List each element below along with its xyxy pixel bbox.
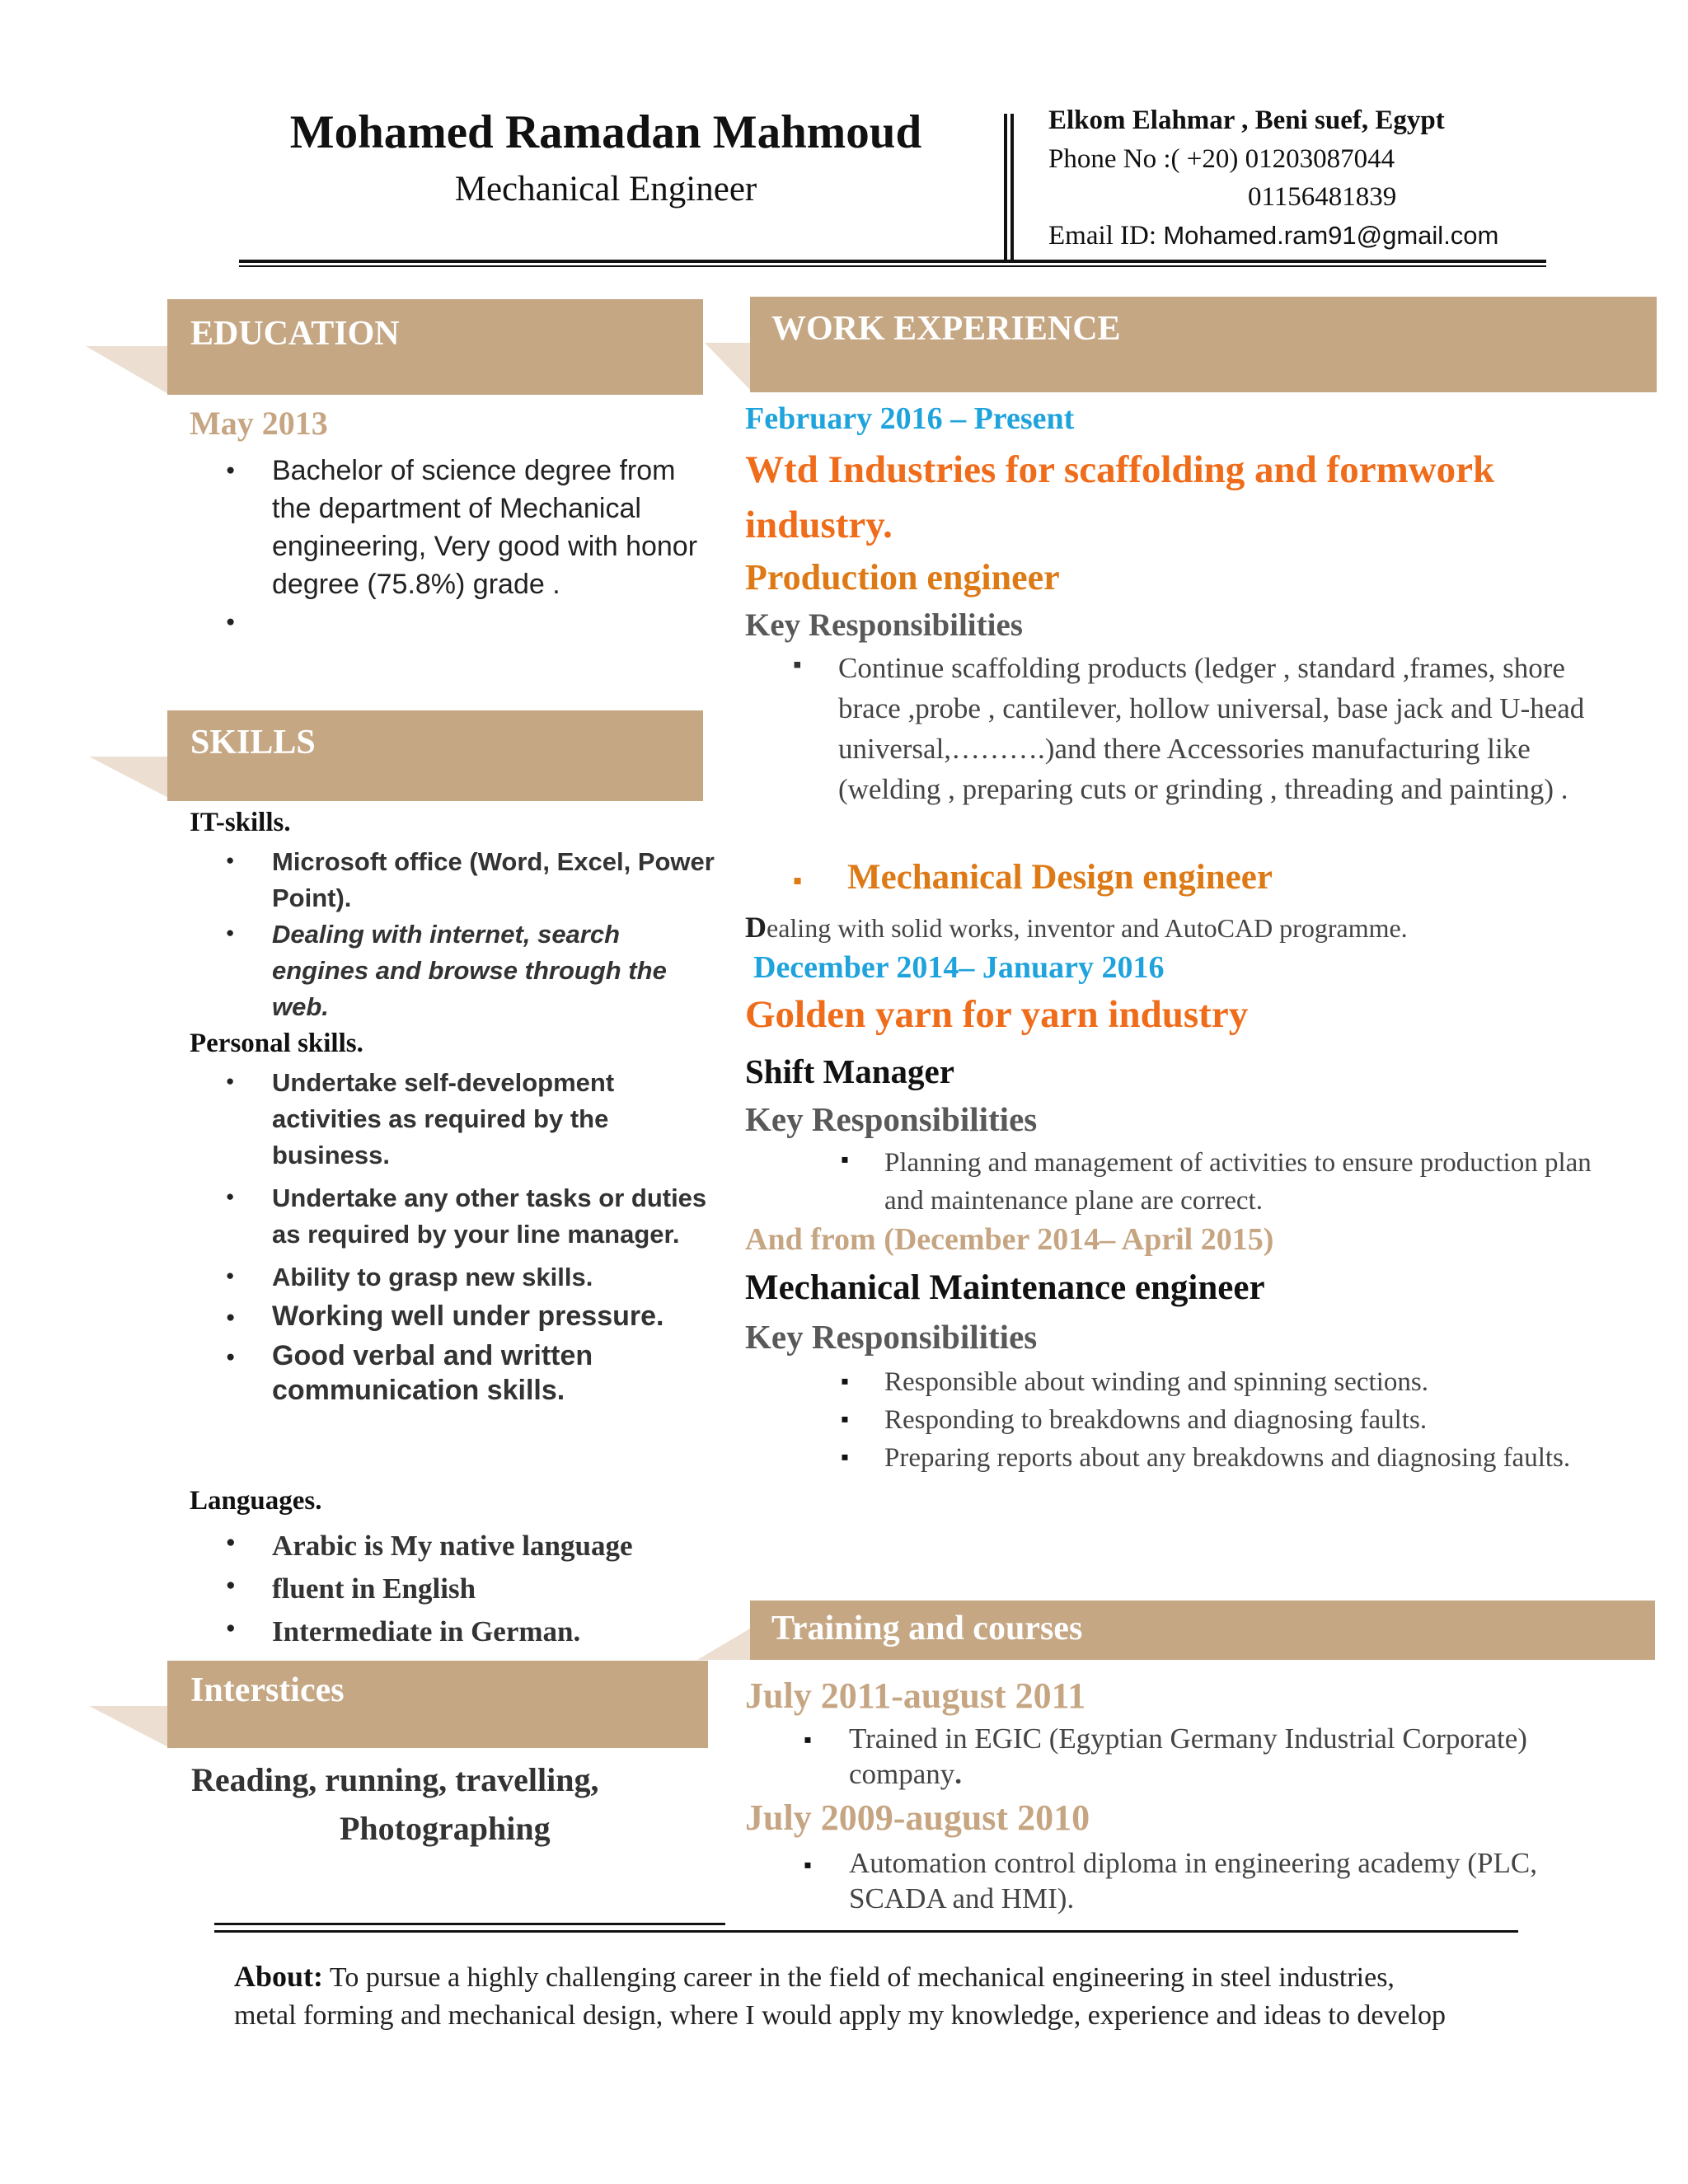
- contact-address: Elkom Elahmar , Beni suef, Egypt: [1048, 105, 1445, 135]
- job1-role2-text: ealing with solid works, inventor and AutoCAD programme.: [767, 913, 1408, 943]
- course2-date: July 2009-august 2010: [745, 1797, 1090, 1838]
- job2-resp-heading2: Key Responsibilities: [745, 1318, 1038, 1356]
- education-heading: EDUCATION: [167, 299, 703, 395]
- contact-phone-alt: 01156481839: [1248, 182, 1397, 212]
- course2-text: Automation control diploma in engineering academy (PLC,: [849, 1847, 1537, 1879]
- job1-role2-initial: D: [745, 911, 767, 944]
- course1-text: Trained in EGIC (Egyptian Germany Industrial Corporate): [849, 1722, 1527, 1755]
- contact-email-label: Email ID:: [1048, 221, 1157, 251]
- skills-bar-tab: [89, 757, 171, 799]
- job2-resp2-item: ▪ Responding to breakdowns and diagnosing faults.: [841, 1405, 1428, 1435]
- course1-date: July 2011-august 2011: [745, 1675, 1086, 1716]
- language-item: ● Arabic is My native language: [180, 1525, 734, 1568]
- job1-date: February 2016 – Present: [745, 401, 1075, 436]
- it-skills-list: [190, 844, 717, 1025]
- interests-line-1: Reading, running, travelling,: [191, 1761, 599, 1798]
- personal-skills-heading: Personal skills.: [190, 1029, 363, 1058]
- languages-list: [190, 1525, 734, 1653]
- job2-resp: Planning and management of activities to ensure production plan and maintenance plane are correct.: [884, 1148, 1592, 1216]
- skills-heading: SKILLS: [167, 710, 703, 801]
- education-bar-tab: [86, 346, 168, 394]
- interests-line-2: Photographing: [340, 1810, 551, 1847]
- course2-cont: SCADA and HMI).: [849, 1882, 1075, 1915]
- footer-rule-left: [214, 1923, 725, 1925]
- languages-heading: Languages.: [190, 1486, 322, 1516]
- work-bar-tab: [705, 343, 751, 391]
- education-item: ● Bachelor of science degree from the department of Mechanical engineering, Very good with honor degree (75.8%) grade .: [180, 452, 717, 603]
- work-heading: WORK EXPERIENCE: [750, 297, 1657, 392]
- interests-bar-tab: [89, 1706, 171, 1749]
- education-list: [190, 452, 717, 641]
- personal-skill-item: ● Undertake self-development activities as required by the business.: [180, 1065, 717, 1174]
- about-label: About:: [234, 1960, 324, 1993]
- footer-rule: [214, 1930, 1518, 1933]
- education-item-empty: [180, 603, 717, 641]
- course2-bullet: ▪: [804, 1853, 812, 1878]
- about-line-2: metal forming and mechanical design, where I would apply my knowledge, experience and ideas to develop: [234, 2000, 1447, 2031]
- personal-skill-item: ● Ability to grasp new skills.: [180, 1259, 717, 1296]
- interests-heading: Interstices: [167, 1661, 708, 1748]
- language-item: ● fluent in English: [180, 1568, 734, 1610]
- job1-role: Production engineer: [745, 557, 1060, 598]
- education-date: May 2013: [190, 405, 328, 442]
- job2-resp-heading: Key Responsibilities: [745, 1100, 1038, 1138]
- it-skills-heading: IT-skills.: [190, 808, 291, 837]
- about-text-1: To pursue a highly challenging career in the field of mechanical engineering in steel industries,: [329, 1962, 1395, 1993]
- it-skill-item: ● Dealing with internet, search engines and browse through the web.: [180, 916, 717, 1025]
- job1-resp-heading: Key Responsibilities: [745, 607, 1023, 643]
- about-line-1: [234, 1959, 1395, 1994]
- job2-resp2-item: ▪ Preparing reports about any breakdowns and diagnosing faults.: [841, 1443, 1571, 1473]
- language-item: ● Intermediate in German.: [180, 1610, 734, 1653]
- job2-role: Shift Manager: [745, 1052, 954, 1090]
- header-rule-top: [239, 260, 1546, 263]
- job2-company: Golden yarn for yarn industry: [745, 993, 1249, 1036]
- job2-date: December 2014– January 2016: [753, 950, 1165, 985]
- job1-role2-bullet: ▪: [793, 865, 803, 895]
- job1-role2-desc: [745, 910, 1408, 944]
- header-divider-left: [1004, 114, 1007, 262]
- personal-skills-list: [190, 1065, 717, 1408]
- job1-company: Wtd Industries for scaffolding and formwork industry.: [745, 448, 1495, 546]
- job1-role2: Mechanical Design engineer: [847, 858, 1273, 897]
- job2-role2: Mechanical Maintenance engineer: [745, 1268, 1265, 1307]
- header-rule-bottom: [239, 265, 1546, 267]
- job2-resp-bullet: ▪: [841, 1147, 849, 1173]
- it-skill-item: ● Microsoft office (Word, Excel, Power Point).: [180, 844, 717, 916]
- job1-resp: Continue scaffolding products (ledger , standard ,frames, shore brace ,probe , cantilever, hollow universal, base jack and U-head universal,……….)and there Accessories manufacturing like (welding , preparing cuts or grinding , threading and painting) .: [838, 652, 1585, 805]
- job2-date2: And from (December 2014– April 2015): [745, 1222, 1274, 1257]
- course1-bullet: ▪: [804, 1727, 812, 1753]
- job2-resp2-item: ▪ Responsible about winding and spinning sections.: [841, 1367, 1428, 1397]
- personal-skill-item: ● Undertake any other tasks or duties as required by your line manager.: [180, 1180, 717, 1253]
- contact-email[interactable]: Mohamed.ram91@gmail.com: [1163, 221, 1499, 250]
- candidate-name: Mohamed Ramadan Mahmoud: [289, 106, 922, 158]
- contact-phone: Phone No :( +20) 01203087044: [1048, 144, 1395, 174]
- header-divider-right: [1010, 114, 1014, 262]
- personal-skill-item: ● Working well under pressure.: [180, 1299, 717, 1333]
- job1-resp-bullet: ▪: [793, 651, 802, 678]
- contact-email-row: [1048, 221, 1498, 251]
- job2-resp2-list: [841, 1363, 1632, 1477]
- candidate-title: Mechanical Engineer: [454, 170, 757, 209]
- training-heading: Training and courses: [750, 1601, 1655, 1660]
- personal-skill-item: ● Good verbal and written communication skills.: [180, 1338, 717, 1408]
- course1-cont: company.: [849, 1758, 963, 1790]
